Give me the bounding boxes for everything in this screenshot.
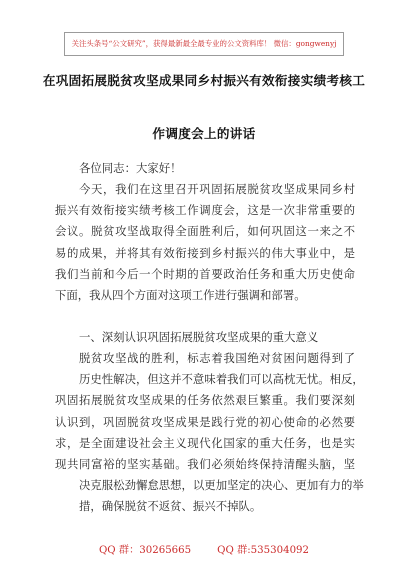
- salutation-text: 各位同志：大家好！: [79, 161, 182, 175]
- paragraph-1: [55, 179, 355, 306]
- salutation: [55, 158, 355, 179]
- paragraph-2-line: 历史性解决，但这并不意味着我们可以高枕无忧。相反，: [79, 372, 364, 387]
- header-notice-text: 关注头条号“公文研究”，获得最新最全最专业的公文资料库！ 微信：gongwenyj: [71, 39, 337, 48]
- paragraph-2-line: 巩固拓展脱贫攻坚成果的任务依然艰巨繁重。我们要深刻: [55, 393, 355, 408]
- paragraph-1-line: 我们当前和今后一个时期的首要政治任务和重大历史使命: [55, 266, 355, 281]
- section-1-heading-text: 一、深刻认识巩固拓展脱贫攻坚成果的重大意义: [79, 330, 319, 344]
- paragraph-1-line: 下面，我从四个方面对这项工作进行强调和部署。: [55, 288, 306, 303]
- paragraph-1-line: 今天，我们在这里召开巩固拓展脱贫攻坚成果同乡村: [79, 182, 355, 196]
- paragraph-2-line: 现共同富裕的坚实基础。我们必须始终保持清醒头脑，坚: [55, 457, 355, 472]
- document-title-line-2: 作调度会上的讲话: [152, 126, 256, 141]
- footer-contact: [0, 541, 408, 556]
- footer-qq-group-1: QQ 群：30265665: [98, 545, 192, 556]
- paragraph-1-line: 会议。脱贫攻坚战取得全面胜利后，如何巩固这一来之不: [55, 224, 355, 239]
- footer-qq-group-2: QQ 群:535304092: [217, 545, 310, 556]
- paragraph-2-line: 脱贫攻坚战的胜利，标志着我国绝对贫困问题得到了: [79, 351, 355, 365]
- paragraph-2: [55, 348, 364, 518]
- section-1-heading: [55, 327, 355, 348]
- paragraph-2-line: 求，是全面建设社会主义现代化国家的重大任务，也是实: [55, 435, 355, 450]
- paragraph-2-line: 认识到，巩固脱贫攻坚成果是践行党的初心使命的必然要: [55, 414, 355, 429]
- paragraph-2-line: 措，确保脱贫不返贫、振兴不掉队。: [79, 499, 262, 514]
- paragraph-1-line: 振兴有效衔接实绩考核工作调度会，这是一次非常重要的: [55, 203, 355, 218]
- paragraph-2-line: 决克服松劲懈怠思想，以更加坚定的决心、更加有力的举: [79, 478, 364, 493]
- header-notice-box: [64, 32, 344, 56]
- paragraph-1-line: 易的成果，并将其有效衔接到乡村振兴的伟大事业中，是: [55, 245, 355, 260]
- document-title-line-1: 在巩固拓展脱贫攻坚成果同乡村振兴有效衔接实绩考核工: [42, 73, 366, 88]
